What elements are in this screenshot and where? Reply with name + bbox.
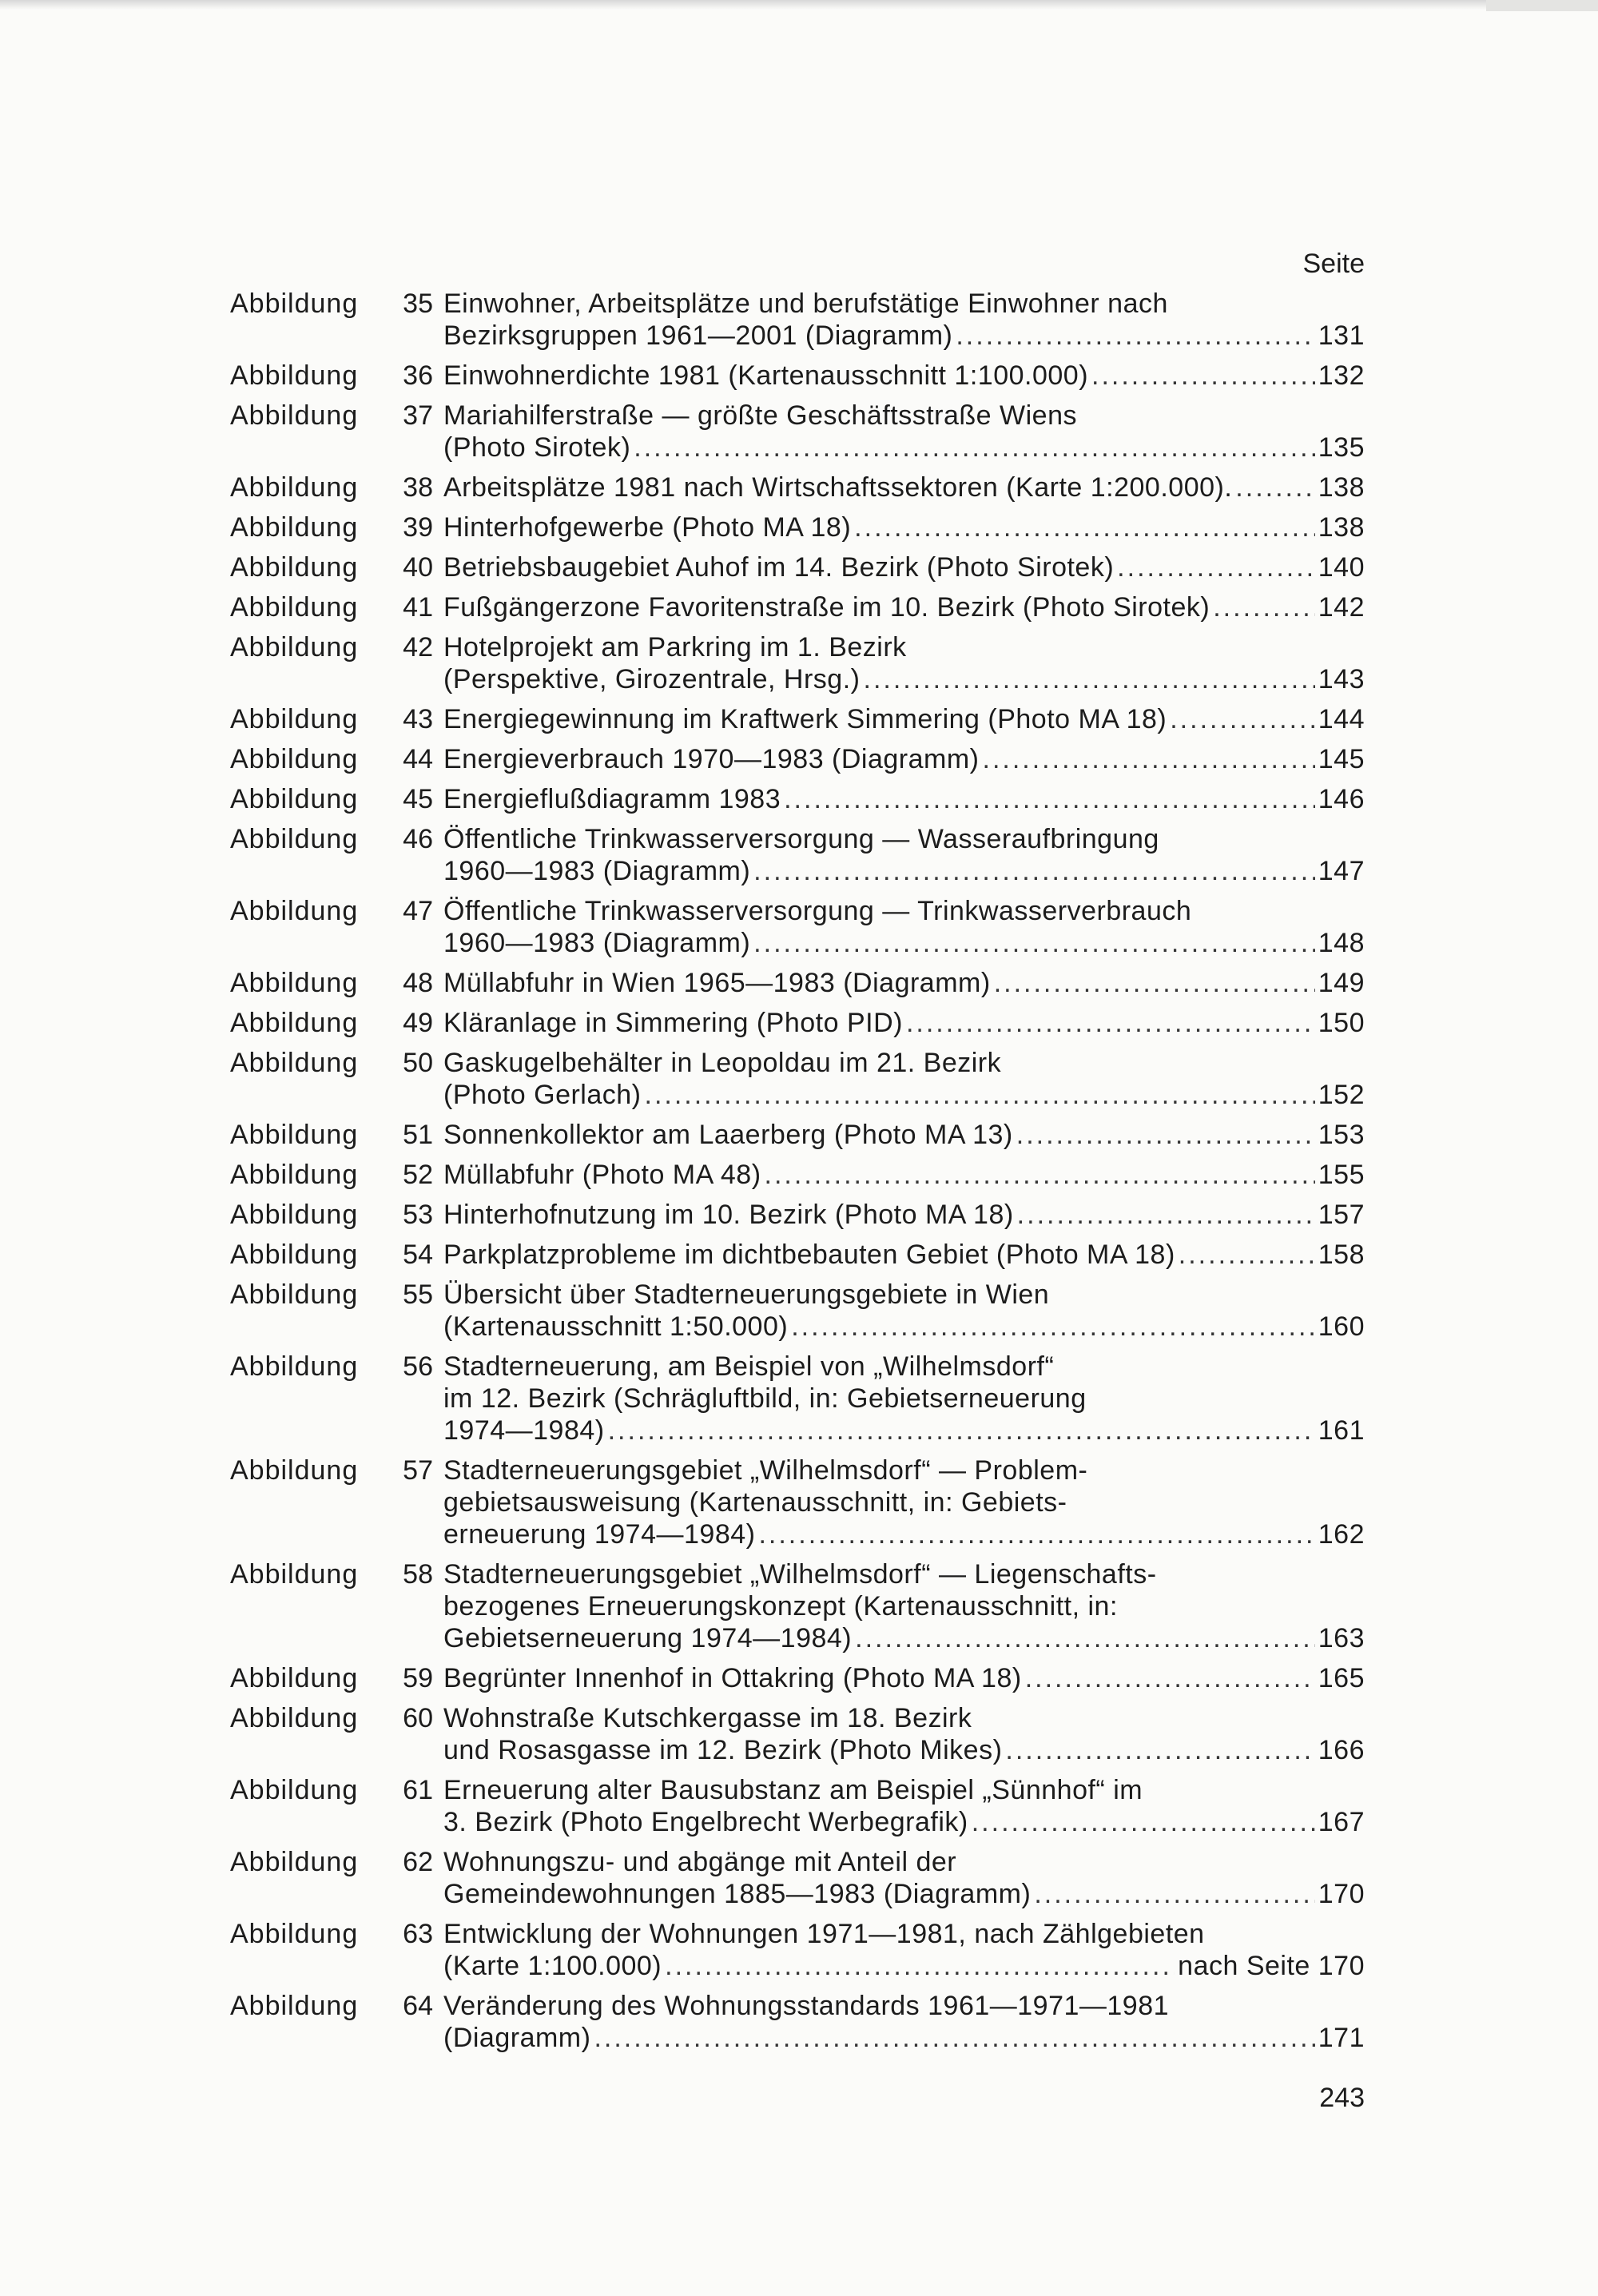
figure-title-last-line <box>443 1518 1365 1550</box>
figure-label: Abbildung <box>230 1200 359 1230</box>
figure-title <box>443 400 1365 464</box>
figure-number: 43 <box>403 704 433 734</box>
figure-title <box>443 591 1365 623</box>
figure-title-text: Sonnenkollektor am Laaerberg (Photo MA 13) <box>443 1120 1013 1150</box>
figure-entry <box>230 1558 1365 1654</box>
figure-label: Abbildung <box>230 824 359 854</box>
dot-leader <box>765 1159 1315 1191</box>
figure-label: Abbildung <box>230 400 359 431</box>
figure-page-reference: 160 <box>1318 1311 1365 1342</box>
figure-entry <box>230 1047 1365 1111</box>
dot-leader <box>665 1950 1175 1982</box>
figure-title-last-line <box>443 663 1365 695</box>
dot-leader <box>1017 1199 1315 1231</box>
figure-number: 49 <box>403 1008 433 1038</box>
figure-title <box>443 551 1365 583</box>
figure-title <box>443 1159 1365 1191</box>
figure-page-reference: 170 <box>1318 1879 1365 1909</box>
figure-title-line: Öffentliche Trinkwasserversorgung — Wasseraufbringung <box>443 824 1159 854</box>
figure-number: 38 <box>403 472 433 503</box>
figure-label: Abbildung <box>230 1455 359 1486</box>
figure-label: Abbildung <box>230 704 359 734</box>
figure-label: Abbildung <box>230 1559 359 1590</box>
figure-entry <box>230 1279 1365 1343</box>
figure-title-text: Müllabfuhr (Photo MA 48) <box>443 1160 761 1190</box>
figure-entry <box>230 1454 1365 1550</box>
figure-title-line: Entwicklung der Wohnungen 1971—1981, nach Zählgebieten <box>443 1919 1205 1949</box>
dot-leader <box>1091 360 1315 392</box>
figure-title <box>443 360 1365 392</box>
figure-number: 54 <box>403 1240 433 1270</box>
figure-label: Abbildung <box>230 1663 359 1693</box>
dot-leader <box>784 783 1315 815</box>
figure-title <box>443 703 1365 735</box>
figure-title-text: Gemeindewohnungen 1885—1983 (Diagramm) <box>443 1879 1032 1909</box>
figure-title-last-line <box>443 432 1365 464</box>
dot-leader <box>758 1518 1314 1550</box>
figure-number: 44 <box>403 744 433 774</box>
figure-number: 63 <box>403 1919 433 1949</box>
figure-title-line: Wohnstraße Kutschkergasse im 18. Bezirk <box>443 1703 972 1733</box>
figure-title <box>443 783 1365 815</box>
figure-title-line: Hotelprojekt am Parkring im 1. Bezirk <box>443 632 907 663</box>
figure-entry <box>230 1007 1365 1039</box>
dot-leader <box>1179 1239 1315 1271</box>
figure-number: 58 <box>403 1559 433 1590</box>
figure-entry <box>230 1662 1365 1694</box>
figure-title-last-line <box>443 855 1365 887</box>
figure-title-last-line <box>443 1415 1365 1446</box>
figure-title-last-line <box>443 2022 1365 2054</box>
figure-title-text: Energiegewinnung im Kraftwerk Simmering (Photo MA 18) <box>443 704 1167 734</box>
figure-title-line: Übersicht über Stadterneuerungsgebiete in Wien <box>443 1279 1050 1310</box>
figure-page-reference: 152 <box>1318 1080 1365 1110</box>
figure-page-reference: 157 <box>1318 1200 1365 1230</box>
figure-number: 52 <box>403 1160 433 1190</box>
figure-label: Abbildung <box>230 1240 359 1270</box>
figure-label: Abbildung <box>230 1991 359 2021</box>
figure-label: Abbildung <box>230 1351 359 1382</box>
figure-number: 57 <box>403 1455 433 1486</box>
entries-container <box>230 288 1365 2054</box>
figure-page-reference: 165 <box>1318 1663 1365 1693</box>
figure-entry <box>230 1774 1365 1838</box>
figure-label: Abbildung <box>230 1008 359 1038</box>
page-corner-shadow <box>1486 0 1598 11</box>
figure-title-line: Erneuerung alter Bausubstanz am Beispiel „Sünnhof“ im <box>443 1775 1143 1805</box>
figure-page-reference: 146 <box>1318 784 1365 814</box>
figure-title-line: Öffentliche Trinkwasserversorgung — Trinkwasserverbrauch <box>443 896 1192 926</box>
figure-label: Abbildung <box>230 552 359 583</box>
figure-entry <box>230 823 1365 887</box>
figure-title <box>443 1199 1365 1231</box>
figure-number: 64 <box>403 1991 433 2021</box>
figure-title <box>443 1990 1365 2054</box>
figure-title <box>443 1279 1365 1343</box>
figure-label: Abbildung <box>230 744 359 774</box>
figure-page-reference: 147 <box>1318 856 1365 886</box>
figure-number: 37 <box>403 400 433 431</box>
figure-entry <box>230 1990 1365 2054</box>
figure-title-text: Fußgängerzone Favoritenstraße im 10. Bezirk (Photo Sirotek) <box>443 592 1210 623</box>
figure-entry <box>230 1918 1365 1982</box>
figure-number: 35 <box>403 288 433 319</box>
figure-page-reference: 161 <box>1318 1415 1365 1446</box>
figure-title-line: im 12. Bezirk (Schrägluftbild, in: Gebietserneuerung <box>443 1383 1087 1414</box>
figure-page-reference: 163 <box>1318 1623 1365 1653</box>
figure-title <box>443 823 1365 887</box>
figure-title-line: Stadterneuerungsgebiet „Wilhelmsdorf“ — Liegenschafts- <box>443 1559 1157 1590</box>
figure-entry <box>230 288 1365 352</box>
figure-title-text: Hinterhofnutzung im 10. Bezirk (Photo MA 18) <box>443 1200 1014 1230</box>
figure-title-line: Stadterneuerung, am Beispiel von „Wilhelmsdorf“ <box>443 1351 1055 1382</box>
figure-title <box>443 1007 1365 1039</box>
figure-page-reference: 162 <box>1318 1519 1365 1550</box>
figure-title-line: Veränderung des Wohnungsstandards 1961—1971—1981 <box>443 1991 1170 2021</box>
figure-entry <box>230 703 1365 735</box>
figure-page-reference: 131 <box>1318 320 1365 351</box>
figure-entry <box>230 631 1365 695</box>
dot-leader <box>608 1415 1315 1446</box>
figure-number: 48 <box>403 968 433 998</box>
figure-page-reference: 155 <box>1318 1160 1365 1190</box>
figure-title-last-line <box>443 927 1365 959</box>
figure-page-reference: nach Seite 170 <box>1178 1951 1365 1981</box>
figure-title-last-line <box>443 1007 1365 1039</box>
figure-title <box>443 511 1365 543</box>
figure-number: 40 <box>403 552 433 583</box>
figure-title <box>443 472 1365 503</box>
figure-title-text: (Photo Sirotek) <box>443 432 631 463</box>
figure-title <box>443 1846 1365 1910</box>
figure-title-last-line <box>443 1662 1365 1694</box>
figure-label: Abbildung <box>230 1120 359 1150</box>
figure-title-text: erneuerung 1974—1984) <box>443 1519 756 1550</box>
figure-label: Abbildung <box>230 1048 359 1078</box>
figure-page-reference: 167 <box>1318 1807 1365 1837</box>
figure-title <box>443 1702 1365 1766</box>
figure-title <box>443 1774 1365 1838</box>
figure-title <box>443 288 1365 352</box>
figure-title <box>443 1662 1365 1694</box>
dot-leader <box>1117 551 1315 583</box>
page-top-edge <box>0 0 1598 10</box>
figure-title-text: Begrünter Innenhof in Ottakring (Photo MA 18) <box>443 1663 1022 1693</box>
figure-entry <box>230 591 1365 623</box>
figure-title-line: Einwohner, Arbeitsplätze und berufstätige Einwohner nach <box>443 288 1168 319</box>
dot-leader <box>972 1806 1315 1838</box>
figure-number: 61 <box>403 1775 433 1805</box>
figure-number: 59 <box>403 1663 433 1693</box>
page-column-header: Seite <box>1302 249 1365 279</box>
figure-title-text: Betriebsbaugebiet Auhof im 14. Bezirk (Photo Sirotek) <box>443 552 1115 583</box>
figure-title-line: Gaskugelbehälter in Leopoldau im 21. Bezirk <box>443 1048 1002 1078</box>
figure-title-text: (Diagramm) <box>443 2023 591 2053</box>
figure-entry <box>230 743 1365 775</box>
figure-title-text: Parkplatzprobleme im dichtbebauten Gebiet (Photo MA 18) <box>443 1240 1175 1270</box>
figure-title <box>443 967 1365 999</box>
figure-title <box>443 1047 1365 1111</box>
figure-entry <box>230 1846 1365 1910</box>
figure-page-reference: 145 <box>1318 744 1365 774</box>
figure-page-reference: 149 <box>1318 968 1365 998</box>
figure-title <box>443 1918 1365 1982</box>
figure-title-last-line <box>443 1806 1365 1838</box>
figure-title-text: Arbeitsplätze 1981 nach Wirtschaftssektoren (Karte 1:200.000). <box>443 472 1233 503</box>
figure-entry <box>230 967 1365 999</box>
figure-title-text: 1974—1984) <box>443 1415 605 1446</box>
figure-entry <box>230 360 1365 392</box>
page-number: 243 <box>1319 2083 1365 2113</box>
figure-label: Abbildung <box>230 592 359 623</box>
figure-title-last-line <box>443 551 1365 583</box>
figure-label: Abbildung <box>230 1279 359 1310</box>
figure-number: 39 <box>403 512 433 543</box>
figure-title-last-line <box>443 1199 1365 1231</box>
figure-number: 60 <box>403 1703 433 1733</box>
figure-page-reference: 171 <box>1318 2023 1365 2053</box>
figure-title <box>443 1558 1365 1654</box>
figure-list <box>230 248 1365 2054</box>
figure-number: 42 <box>403 632 433 663</box>
figure-number: 41 <box>403 592 433 623</box>
figure-title <box>443 895 1365 959</box>
figure-page-reference: 138 <box>1318 472 1365 503</box>
figure-title-text: Energieverbrauch 1970—1983 (Diagramm) <box>443 744 980 774</box>
figure-title <box>443 631 1365 695</box>
figure-title-text: Gebietserneuerung 1974—1984) <box>443 1623 853 1653</box>
figure-label: Abbildung <box>230 1703 359 1733</box>
dot-leader <box>1170 703 1315 735</box>
dot-leader <box>983 743 1315 775</box>
dot-leader <box>1016 1119 1315 1151</box>
figure-title-text: Energieflußdiagramm 1983 <box>443 784 781 814</box>
dot-leader <box>854 511 1315 543</box>
figure-title <box>443 1119 1365 1151</box>
dot-leader <box>956 320 1314 352</box>
figure-page-reference: 150 <box>1318 1008 1365 1038</box>
figure-title-last-line <box>443 1311 1365 1343</box>
dot-leader <box>753 855 1315 887</box>
dot-leader <box>634 432 1315 464</box>
figure-title-last-line <box>443 1159 1365 1191</box>
figure-page-reference: 166 <box>1318 1735 1365 1765</box>
figure-title-text: 1960—1983 (Diagramm) <box>443 928 751 958</box>
figure-entry <box>230 511 1365 543</box>
figure-title-line: Wohnungszu- und abgänge mit Anteil der <box>443 1847 957 1877</box>
figure-entry <box>230 1351 1365 1446</box>
figure-entry <box>230 400 1365 464</box>
figure-title-line: bezogenes Erneuerungskonzept (Kartenausschnitt, in: <box>443 1591 1118 1622</box>
figure-title-last-line <box>443 360 1365 392</box>
dot-leader <box>906 1007 1315 1039</box>
figure-entry <box>230 1239 1365 1271</box>
figure-title-text: Einwohnerdichte 1981 (Kartenausschnitt 1:100.000) <box>443 360 1089 391</box>
figure-label: Abbildung <box>230 896 359 926</box>
figure-title-line: Stadterneuerungsgebiet „Wilhelmsdorf“ — Problem- <box>443 1455 1088 1486</box>
figure-page-reference: 143 <box>1318 664 1365 694</box>
figure-number: 53 <box>403 1200 433 1230</box>
figure-entry <box>230 1119 1365 1151</box>
figure-title-last-line <box>443 320 1365 352</box>
dot-leader <box>855 1622 1315 1654</box>
figure-title-text: (Perspektive, Girozentrale, Hrsg.) <box>443 664 861 694</box>
figure-title-last-line <box>443 1622 1365 1654</box>
figure-label: Abbildung <box>230 360 359 391</box>
dot-leader <box>594 2022 1314 2054</box>
figure-page-reference: 138 <box>1318 512 1365 543</box>
figure-number: 62 <box>403 1847 433 1877</box>
figure-page-reference: 142 <box>1318 592 1365 623</box>
figure-number: 50 <box>403 1048 433 1078</box>
figure-number: 36 <box>403 360 433 391</box>
figure-title-text: (Photo Gerlach) <box>443 1080 642 1110</box>
figure-label: Abbildung <box>230 1160 359 1190</box>
figure-label: Abbildung <box>230 784 359 814</box>
figure-page-reference: 144 <box>1318 704 1365 734</box>
dot-leader <box>1235 472 1314 503</box>
figure-label: Abbildung <box>230 968 359 998</box>
figure-title-text: und Rosasgasse im 12. Bezirk (Photo Mikes) <box>443 1735 1003 1765</box>
figure-title-last-line <box>443 1734 1365 1766</box>
figure-page-reference: 158 <box>1318 1240 1365 1270</box>
figure-page-reference: 148 <box>1318 928 1365 958</box>
figure-number: 56 <box>403 1351 433 1382</box>
figure-title <box>443 1239 1365 1271</box>
figure-title-last-line <box>443 1079 1365 1111</box>
figure-title-last-line <box>443 783 1365 815</box>
figure-number: 55 <box>403 1279 433 1310</box>
figure-title-last-line <box>443 1950 1365 1982</box>
figure-label: Abbildung <box>230 1775 359 1805</box>
figure-entry <box>230 895 1365 959</box>
figure-title-line: gebietsausweisung (Kartenausschnitt, in: Gebiets- <box>443 1487 1067 1518</box>
figure-title-line: Mariahilferstraße — größte Geschäftsstraße Wiens <box>443 400 1078 431</box>
figure-title-text: Müllabfuhr in Wien 1965—1983 (Diagramm) <box>443 968 991 998</box>
dot-leader <box>1213 591 1315 623</box>
dot-leader <box>645 1079 1315 1111</box>
figure-number: 45 <box>403 784 433 814</box>
figure-page-reference: 135 <box>1318 432 1365 463</box>
figure-label: Abbildung <box>230 1919 359 1949</box>
figure-title-text: Kläranlage in Simmering (Photo PID) <box>443 1008 903 1038</box>
figure-title-text: 1960—1983 (Diagramm) <box>443 856 751 886</box>
dot-leader <box>864 663 1315 695</box>
figure-title <box>443 1351 1365 1446</box>
figure-title-last-line <box>443 511 1365 543</box>
figure-label: Abbildung <box>230 632 359 663</box>
dot-leader <box>1025 1662 1315 1694</box>
dot-leader <box>994 967 1315 999</box>
figure-title-last-line <box>443 967 1365 999</box>
figure-title-text: Bezirksgruppen 1961—2001 (Diagramm) <box>443 320 953 351</box>
dot-leader <box>791 1311 1315 1343</box>
figure-label: Abbildung <box>230 472 359 503</box>
figure-title-last-line <box>443 472 1365 503</box>
figure-title-last-line <box>443 1239 1365 1271</box>
figure-entry <box>230 472 1365 503</box>
figure-title-last-line <box>443 743 1365 775</box>
figure-title-text: (Kartenausschnitt 1:50.000) <box>443 1311 789 1342</box>
dot-leader <box>753 927 1315 959</box>
figure-title <box>443 743 1365 775</box>
figure-label: Abbildung <box>230 1847 359 1877</box>
figure-label: Abbildung <box>230 288 359 319</box>
figure-number: 46 <box>403 824 433 854</box>
figure-entry <box>230 783 1365 815</box>
figure-page-reference: 153 <box>1318 1120 1365 1150</box>
dot-leader <box>1034 1878 1314 1910</box>
figure-entry <box>230 551 1365 583</box>
figure-title-text: Hinterhofgewerbe (Photo MA 18) <box>443 512 852 543</box>
figure-entry <box>230 1159 1365 1191</box>
figure-title-text: (Karte 1:100.000) <box>443 1951 662 1981</box>
figure-entry <box>230 1702 1365 1766</box>
figure-title-last-line <box>443 1878 1365 1910</box>
figure-page-reference: 132 <box>1318 360 1365 391</box>
dot-leader <box>1005 1734 1314 1766</box>
figure-page-reference: 140 <box>1318 552 1365 583</box>
figure-title <box>443 1454 1365 1550</box>
figure-title-last-line <box>443 591 1365 623</box>
figure-title-last-line <box>443 703 1365 735</box>
figure-entry <box>230 1199 1365 1231</box>
figure-label: Abbildung <box>230 512 359 543</box>
figure-title-last-line <box>443 1119 1365 1151</box>
figure-number: 47 <box>403 896 433 926</box>
figure-number: 51 <box>403 1120 433 1150</box>
figure-title-text: 3. Bezirk (Photo Engelbrecht Werbegrafik) <box>443 1807 968 1837</box>
